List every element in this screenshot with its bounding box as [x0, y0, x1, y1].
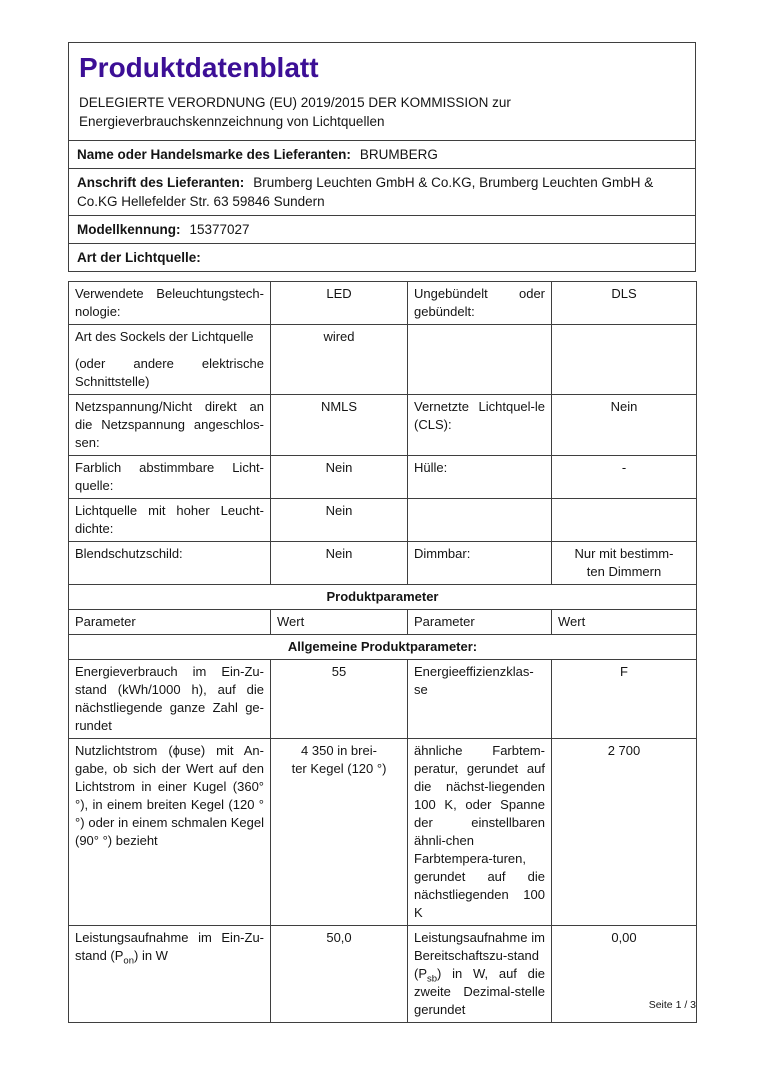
table-section-header-row: [69, 585, 697, 610]
value-cell: [552, 499, 697, 542]
value-cell: DLS: [552, 282, 697, 325]
param-cell: Netzspannung/Nicht direkt an die Netzspannung angeschlos-sen:: [69, 395, 271, 456]
section-supplier-address: [68, 168, 696, 216]
supplier-address-label: Anschrift des Lieferanten:: [77, 175, 245, 190]
table-row: [69, 456, 697, 499]
table-row: [69, 395, 697, 456]
col-header: Wert: [552, 610, 697, 635]
param-text: ) in W: [134, 948, 168, 963]
header-box: [68, 42, 696, 141]
section-header-produktparameter: Produktparameter: [69, 585, 697, 610]
param-cell: Ungebündelt oder gebündelt:: [408, 282, 552, 325]
value-cell: Nein: [552, 395, 697, 456]
table-row: [69, 282, 697, 325]
param-text: Leistungsaufnahme im Bereitschaftszu-stand (P: [414, 930, 545, 981]
subtitle: [79, 93, 685, 131]
param-cell: ähnliche Farbtem-peratur, gerundet auf die nächst-liegenden 100 K, oder Spanne der einstellbaren ähnli-chen Farbtempera-turen, gerundet auf die nächstliegenden 100 K: [408, 739, 552, 926]
param-cell: Nutzlichtstrom (ϕuse) mit An-gabe, ob sich der Wert auf den Lichtstrom in einer Kugel (360° °), in einem breiten Kegel (120 °°) oder in einem schmalen Kegel (90° °) bezieht: [69, 739, 271, 926]
param-cell: Verwendete Beleuchtungstech-nologie:: [69, 282, 271, 325]
value-cell: Nein: [271, 456, 408, 499]
param-paragraph: Art des Sockels der Lichtquelle: [75, 329, 254, 344]
param-cell: [408, 926, 552, 1023]
param-cell: [408, 499, 552, 542]
parameter-table: [68, 281, 697, 1023]
value-line: ten Dimmern: [586, 564, 662, 579]
table-row: [69, 926, 697, 1023]
value-cell: F: [552, 660, 697, 739]
page-title: Produktdatenblatt: [79, 52, 319, 83]
value-line: 4 350 in brei-: [301, 743, 377, 758]
param-text: ) in W, auf die zweite Dezimal-stelle gerundet: [414, 966, 545, 1017]
value-cell: LED: [271, 282, 408, 325]
col-header: Parameter: [408, 610, 552, 635]
value-cell: 0,00: [552, 926, 697, 1023]
subtitle-line-2: Energieverbrauchskennzeichnung von Lichtquellen: [79, 114, 385, 129]
param-text: Leistungsaufnahme im Ein-Zu-stand (P: [75, 930, 264, 963]
table-row: [69, 325, 697, 395]
value-line: ter Kegel (120 °): [291, 761, 387, 776]
col-header: Parameter: [69, 610, 271, 635]
value-cell: 50,0: [271, 926, 408, 1023]
param-cell: Blendschutzschild:: [69, 542, 271, 585]
value-cell: Nein: [271, 499, 408, 542]
table-row: [69, 499, 697, 542]
light-source-type-label: Art der Lichtquelle:: [77, 250, 201, 265]
param-cell: Farblich abstimmbare Licht-quelle:: [69, 456, 271, 499]
param-cell: Lichtquelle mit hoher Leucht-dichte:: [69, 499, 271, 542]
supplier-address-value: Brumberg Leuchten GmbH & Co.KG, Brumberg Leuchten GmbH & Co.KG Hellefelder Str. 63 59846 Sundern: [77, 175, 654, 209]
value-cell: [552, 542, 697, 585]
model-id-label: Modellkennung:: [77, 222, 181, 237]
subtitle-line-1: DELEGIERTE VERORDNUNG (EU) 2019/2015 DER KOMMISSION zur: [79, 95, 511, 110]
table-column-header-row: [69, 610, 697, 635]
table-row: [69, 660, 697, 739]
supplier-name-label: Name oder Handelsmarke des Lieferanten:: [77, 147, 351, 162]
footer-page-number: Seite 1 / 3: [648, 999, 696, 1011]
model-id-value: 15377027: [189, 222, 250, 237]
value-cell: NMLS: [271, 395, 408, 456]
param-cell: [408, 325, 552, 395]
section-light-source-type: [68, 243, 696, 272]
value-line: Nur mit bestimm-: [574, 546, 674, 561]
param-cell: Hülle:: [408, 456, 552, 499]
col-header: Wert: [271, 610, 408, 635]
param-cell: [69, 325, 271, 395]
supplier-name-value: BRUMBERG: [359, 147, 438, 162]
param-cell: Energieverbrauch im Ein-Zu-stand (kWh/1000 h), auf die nächstliegende ganze Zahl ge-rundet: [69, 660, 271, 739]
section-header-allgemeine: Allgemeine Produktparameter:: [69, 635, 697, 660]
section-supplier-name: [68, 140, 696, 169]
value-cell: [271, 739, 408, 926]
value-cell: [552, 325, 697, 395]
table-row: [69, 542, 697, 585]
subscript: on: [123, 955, 134, 967]
document: [68, 43, 696, 1023]
param-cell: Energieeffizienzklas-se: [408, 660, 552, 739]
table-section-header-row: [69, 635, 697, 660]
subscript: sb: [427, 973, 438, 985]
param-cell: Vernetzte Lichtquel-le (CLS):: [408, 395, 552, 456]
value-cell: 2 700: [552, 739, 697, 926]
table-row: [69, 739, 697, 926]
value-cell: wired: [271, 325, 408, 395]
param-cell: Dimmbar:: [408, 542, 552, 585]
param-paragraph: (oder andere elektrische Schnittstelle): [75, 356, 264, 389]
value-cell: -: [552, 456, 697, 499]
value-cell: 55: [271, 660, 408, 739]
param-cell: [69, 926, 271, 1023]
section-model-id: [68, 215, 696, 244]
value-cell: Nein: [271, 542, 408, 585]
